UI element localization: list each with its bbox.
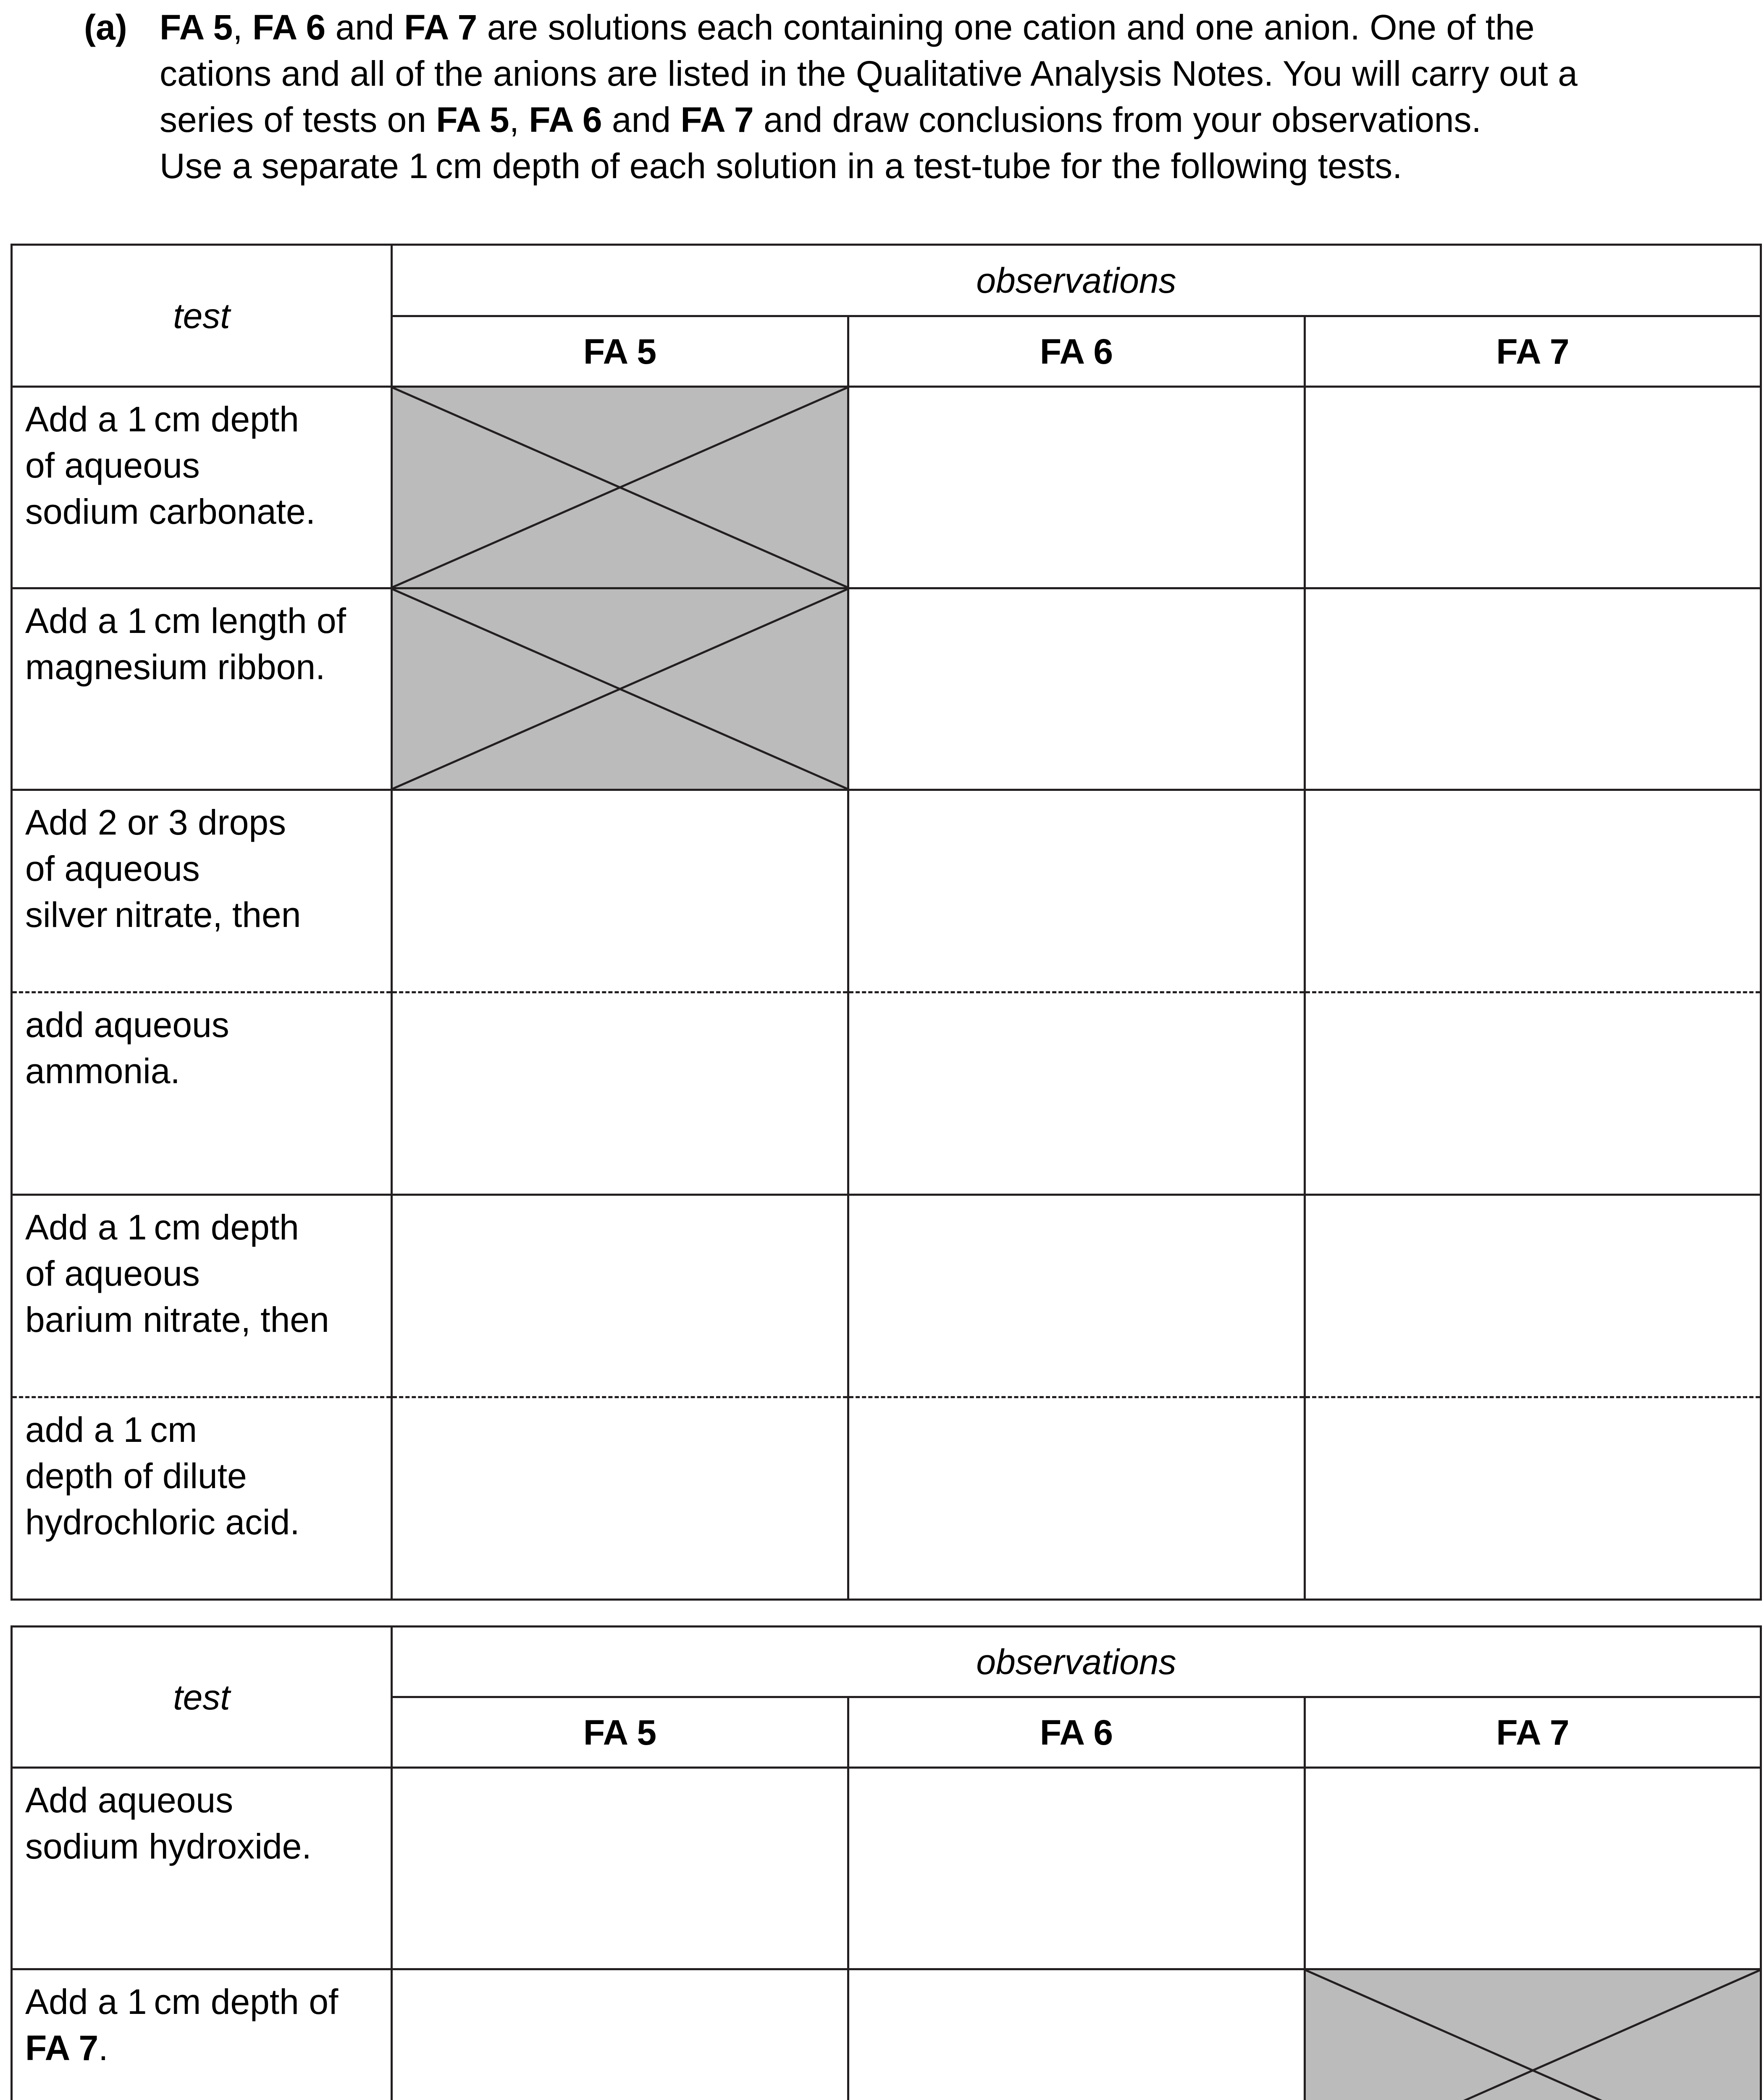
crossed-out-cell <box>392 588 848 790</box>
part-a-question <box>84 4 1760 189</box>
answer-cell-fa5[interactable] <box>392 992 848 1195</box>
part-a-instruction: Use a separate 1 cm depth of each solution in a test-tube for the following tests. <box>160 146 1402 186</box>
test-header: test <box>12 1627 392 1768</box>
test-line: of aqueous <box>25 446 200 485</box>
answer-cell-fa7[interactable] <box>1305 1195 1761 1397</box>
answer-cell-fa5[interactable] <box>392 1768 848 1969</box>
observations-header: observations <box>392 1627 1761 1697</box>
ref-fa6: FA 6 <box>529 100 602 139</box>
column-header-fa5: FA 5 <box>392 316 848 387</box>
text-fragment: and draw conclusions from your observations. <box>753 100 1481 139</box>
test-cell-magnesium-ribbon <box>12 588 392 790</box>
answer-cell-fa7[interactable] <box>1305 992 1761 1195</box>
answer-cell-fa6[interactable] <box>848 387 1305 588</box>
text-fragment: , <box>233 8 252 47</box>
test-line: Add a 1 cm depth <box>25 399 299 439</box>
text-fragment: are solutions each containing one cation and one anion. One of the <box>477 8 1535 47</box>
test-line <box>25 2025 391 2071</box>
test-line: sodium hydroxide. <box>25 1827 312 1866</box>
test-cell-hydrochloric-acid <box>12 1397 392 1600</box>
test-line: Add 2 or 3 drops <box>25 803 286 842</box>
test-line: Add aqueous <box>25 1780 234 1820</box>
part-a-line-2: cations and all of the anions are listed in the Qualitative Analysis Notes. You will carry out a <box>160 54 1578 93</box>
answer-cell-fa6[interactable] <box>848 1768 1305 1969</box>
test-cell-sodium-carbonate <box>12 387 392 588</box>
text-fragment: . <box>98 2028 108 2068</box>
part-a-line-3 <box>160 97 1760 143</box>
answer-cell-fa6[interactable] <box>848 1195 1305 1397</box>
test-cell-aqueous-ammonia <box>12 992 392 1195</box>
ref-fa6: FA 6 <box>252 8 326 47</box>
answer-cell-fa7[interactable] <box>1305 387 1761 588</box>
answer-cell-fa5[interactable] <box>392 1195 848 1397</box>
test-line: ammonia. <box>25 1051 180 1091</box>
text-fragment: series of tests on <box>160 100 436 139</box>
test-line: sodium carbonate. <box>25 492 316 531</box>
answer-cell-fa6[interactable] <box>848 1969 1305 2100</box>
column-header-fa6: FA 6 <box>848 316 1305 387</box>
crossed-out-cell <box>1305 1969 1761 2100</box>
answer-cell-fa6[interactable] <box>848 790 1305 992</box>
test-line: barium nitrate, then <box>25 1300 329 1339</box>
part-a-text <box>160 4 1760 189</box>
answer-cell-fa6[interactable] <box>848 588 1305 790</box>
test-line: silver nitrate, then <box>25 895 301 934</box>
observations-table-1 <box>10 244 1762 1601</box>
test-line: Add a 1 cm depth of <box>25 1982 339 2021</box>
observations-header: observations <box>392 245 1761 316</box>
text-fragment: , <box>509 100 529 139</box>
column-header-fa7: FA 7 <box>1305 316 1761 387</box>
cross-out-icon <box>393 589 847 789</box>
test-line: add aqueous <box>25 1005 229 1045</box>
answer-cell-fa6[interactable] <box>848 1397 1305 1600</box>
test-cell-sodium-hydroxide <box>12 1768 392 1969</box>
test-line: of aqueous <box>25 1254 200 1293</box>
test-cell-barium-nitrate <box>12 1195 392 1397</box>
answer-cell-fa5[interactable] <box>392 1397 848 1600</box>
part-a-line-1 <box>160 4 1760 50</box>
crossed-out-cell <box>392 387 848 588</box>
ref-fa7: FA 7 <box>25 2028 99 2068</box>
test-line: hydrochloric acid. <box>25 1502 300 1542</box>
test-cell-silver-nitrate <box>12 790 392 992</box>
answer-cell-fa7[interactable] <box>1305 790 1761 992</box>
ref-fa5: FA 5 <box>160 8 233 47</box>
ref-fa5: FA 5 <box>436 100 509 139</box>
test-line: add a 1 cm <box>25 1410 197 1449</box>
column-header-fa6: FA 6 <box>848 1697 1305 1768</box>
text-fragment: and <box>602 100 681 139</box>
observations-table-2 <box>10 1625 1762 2100</box>
test-header: test <box>12 245 392 387</box>
cross-out-icon <box>393 388 847 587</box>
test-line: Add a 1 cm depth <box>25 1208 299 1247</box>
part-a-label: (a) <box>84 8 127 47</box>
test-line: magnesium ribbon. <box>25 647 326 687</box>
cross-out-icon <box>1306 1970 1760 2100</box>
answer-cell-fa7[interactable] <box>1305 588 1761 790</box>
answer-cell-fa5[interactable] <box>392 1969 848 2100</box>
answer-cell-fa5[interactable] <box>392 790 848 992</box>
test-line: Add a 1 cm length of <box>25 601 346 640</box>
test-line: depth of dilute <box>25 1456 247 1496</box>
test-cell-add-fa7 <box>12 1969 392 2100</box>
text-fragment: and <box>326 8 404 47</box>
ref-fa7: FA 7 <box>404 8 478 47</box>
ref-fa7: FA 7 <box>680 100 754 139</box>
column-header-fa5: FA 5 <box>392 1697 848 1768</box>
answer-cell-fa7[interactable] <box>1305 1768 1761 1969</box>
test-line: of aqueous <box>25 849 200 888</box>
answer-cell-fa7[interactable] <box>1305 1397 1761 1600</box>
column-header-fa7: FA 7 <box>1305 1697 1761 1768</box>
answer-cell-fa6[interactable] <box>848 992 1305 1195</box>
